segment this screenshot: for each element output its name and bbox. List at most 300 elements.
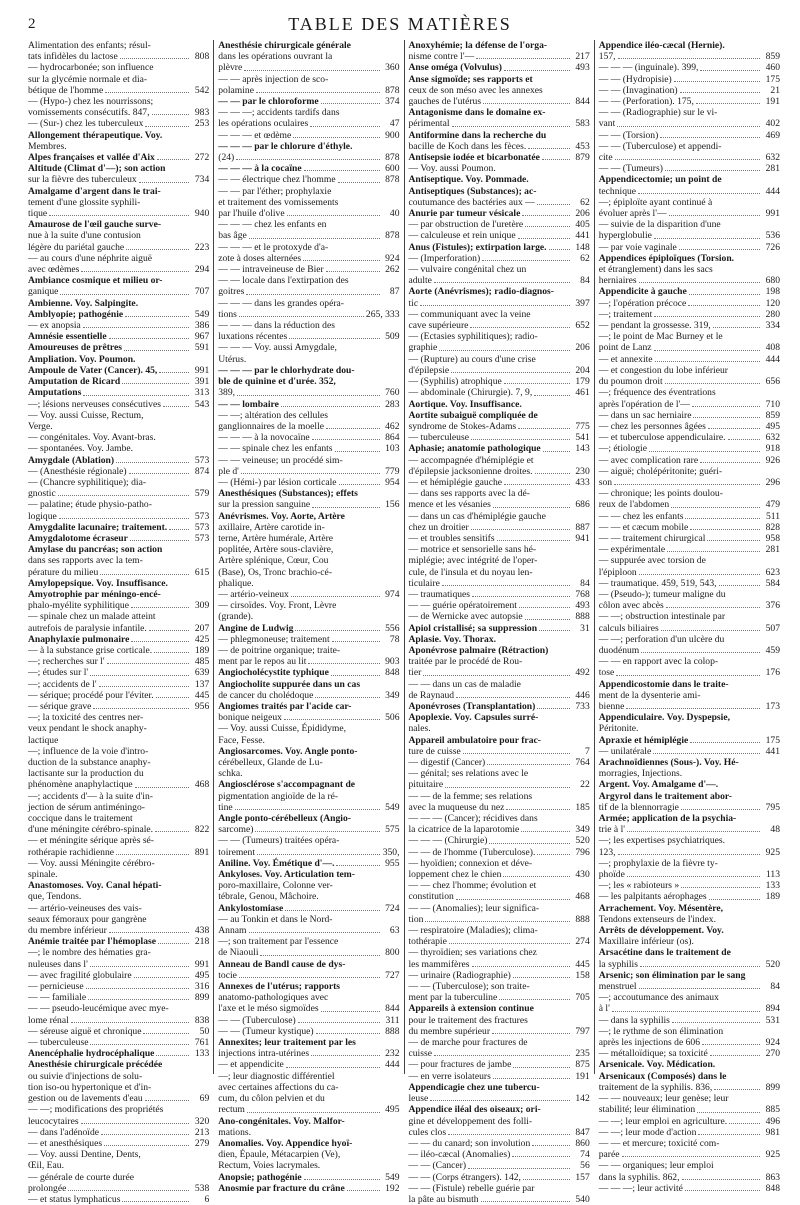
page-reference: 50 bbox=[199, 1025, 210, 1037]
page-reference: 760 bbox=[385, 387, 400, 399]
dot-leader bbox=[532, 1145, 569, 1146]
index-entry bbox=[218, 1093, 399, 1104]
index-entry-text: ment par le repos au lit bbox=[218, 656, 307, 668]
page-reference: 460 bbox=[765, 62, 780, 74]
index-entry bbox=[218, 1138, 399, 1149]
page-reference: 316 bbox=[194, 981, 210, 993]
index-entry bbox=[218, 331, 399, 342]
page-reference: 262 bbox=[385, 264, 400, 276]
index-entry-text: phoïde bbox=[598, 869, 625, 881]
index-entry bbox=[218, 376, 399, 387]
index-entry bbox=[28, 1059, 209, 1070]
index-entry bbox=[218, 567, 399, 578]
index-entry-text: son bbox=[598, 476, 613, 488]
index-entry-text: — traumatiques bbox=[408, 588, 471, 600]
index-entry bbox=[218, 118, 399, 129]
dot-leader bbox=[434, 1055, 570, 1056]
index-entry-text: loppement chez le chien bbox=[408, 869, 502, 881]
index-entry bbox=[28, 667, 209, 678]
index-entry-text: syndrome de Stokes-Adams bbox=[408, 420, 517, 432]
index-entry bbox=[409, 1116, 590, 1127]
index-entry bbox=[409, 1149, 590, 1160]
index-entry bbox=[409, 320, 590, 331]
page-reference: 87 bbox=[389, 286, 400, 298]
page-reference: 313 bbox=[194, 387, 210, 399]
index-entry bbox=[28, 488, 209, 499]
dot-leader bbox=[654, 316, 760, 317]
index-entry bbox=[409, 567, 590, 578]
index-entry-text: — unilatérale bbox=[598, 745, 652, 757]
index-entry bbox=[409, 589, 590, 600]
dot-leader bbox=[679, 249, 760, 250]
index-entry bbox=[28, 522, 209, 533]
index-entry bbox=[218, 746, 399, 757]
index-entry bbox=[28, 197, 209, 208]
index-entry-text: —; l'opération précoce bbox=[598, 297, 687, 309]
index-entry bbox=[218, 354, 399, 365]
dot-leader bbox=[88, 999, 189, 1000]
index-entry-text: Anencéphalie hydrocéphalique bbox=[28, 1048, 155, 1060]
index-entry-text: Aplasie. Voy. Thorax. bbox=[408, 633, 497, 645]
index-entry bbox=[599, 499, 780, 510]
index-entry bbox=[409, 477, 590, 488]
index-entry bbox=[599, 779, 780, 790]
index-entry bbox=[218, 230, 399, 241]
index-entry-text: — — et cæcum mobile bbox=[598, 521, 689, 533]
page-reference: 360 bbox=[385, 62, 400, 74]
index-entry bbox=[599, 645, 780, 656]
index-entry-text: poro-maxillaire, Colonne ver- bbox=[218, 880, 333, 892]
index-entry-text: — palatine; étude physio-patho- bbox=[28, 499, 152, 511]
index-entry-text: — cirsoïdes. Voy. Front, Lèvre bbox=[218, 600, 337, 612]
index-entry bbox=[599, 208, 780, 219]
index-entry bbox=[218, 85, 399, 96]
index-entry bbox=[409, 466, 590, 477]
index-entry-text: — (Pseudo-); tumeur maligne du bbox=[598, 588, 726, 600]
dot-leader bbox=[710, 1055, 760, 1056]
index-entry bbox=[218, 667, 399, 678]
index-entry bbox=[599, 903, 780, 914]
dot-leader bbox=[235, 809, 380, 810]
index-entry-text: et étranglement) dans les sacs bbox=[598, 264, 713, 276]
dot-leader bbox=[312, 507, 379, 508]
index-entry bbox=[409, 914, 590, 925]
index-entry-text: Appendicostomie dans le traite- bbox=[598, 678, 729, 690]
index-entry bbox=[599, 869, 780, 880]
index-entry bbox=[599, 264, 780, 275]
page-reference: 113 bbox=[765, 869, 780, 881]
index-entry bbox=[28, 634, 209, 645]
index-entry-text: rectum bbox=[218, 1104, 245, 1116]
index-entry bbox=[599, 533, 780, 544]
index-entry bbox=[409, 623, 590, 634]
index-entry bbox=[409, 51, 590, 62]
index-entry bbox=[28, 925, 209, 936]
index-entry-text: avec la muqueuse du nez bbox=[408, 801, 505, 813]
index-entry bbox=[599, 555, 780, 566]
index-entry bbox=[28, 242, 209, 253]
index-entry-text: Arrachement. Voy. Mésentère, bbox=[598, 902, 723, 914]
page-reference: 63 bbox=[389, 925, 400, 937]
dot-leader bbox=[697, 1112, 760, 1113]
index-entry bbox=[599, 712, 780, 723]
dot-leader bbox=[681, 887, 760, 888]
index-entry bbox=[28, 947, 209, 958]
page-reference: 956 bbox=[194, 700, 210, 712]
index-entry-text: — — —; accidents tardifs dans bbox=[218, 107, 340, 119]
index-entry bbox=[28, 376, 209, 387]
index-entry bbox=[218, 768, 399, 779]
index-entry-text: trie à l' bbox=[598, 824, 625, 836]
dot-leader bbox=[109, 932, 189, 933]
index-entry-text: avec œdèmes bbox=[28, 264, 80, 276]
page-reference: 253 bbox=[194, 118, 210, 130]
index-entry-text: bonique neigeux bbox=[218, 712, 282, 724]
index-entry-text: —; études sur l' bbox=[28, 667, 89, 679]
index-entry bbox=[28, 118, 209, 129]
index-entry-text: —; la toxicité des centres ner- bbox=[28, 712, 144, 724]
dot-leader bbox=[308, 663, 379, 664]
index-entry-text: — spontanées. Voy. Jambe. bbox=[28, 443, 134, 455]
dot-leader bbox=[468, 1168, 570, 1169]
page-reference: 573 bbox=[194, 521, 210, 533]
index-entry bbox=[218, 869, 399, 880]
index-entry bbox=[218, 197, 399, 208]
dot-leader bbox=[639, 574, 760, 575]
index-entry-text: — —; leur mode d'action bbox=[598, 1126, 697, 1138]
index-entry-text: côlon avec abcès bbox=[598, 600, 664, 612]
dot-leader bbox=[134, 977, 190, 978]
index-entry bbox=[218, 701, 399, 712]
index-entry-text: — — — (inguinale). 399, bbox=[598, 62, 699, 74]
index-entry-text: Alpes françaises et vallée d'Aix bbox=[28, 152, 155, 164]
page-reference: 623 bbox=[765, 566, 780, 578]
page-reference: 148 bbox=[575, 241, 590, 253]
dot-leader bbox=[86, 988, 190, 989]
index-entry-text: — (Hypo-) chez les nourrissons; bbox=[28, 96, 154, 108]
dot-leader bbox=[107, 663, 190, 664]
index-entry bbox=[28, 275, 209, 286]
index-entry-text: l'axe et le méso sigmoïdes bbox=[218, 1003, 319, 1015]
index-entry-text: — dans ses rapports avec la dé- bbox=[408, 488, 530, 500]
index-entry-text: tébrale, Genou, Mâchoire. bbox=[218, 891, 319, 903]
index-entry bbox=[599, 757, 780, 768]
index-entry-text: Altitude (Climat d'—); son action bbox=[28, 163, 166, 175]
index-entry-text: — et hémiplégie gauche bbox=[408, 476, 503, 488]
index-entry bbox=[28, 1127, 209, 1138]
page-reference: 958 bbox=[765, 532, 780, 544]
dot-leader bbox=[239, 316, 364, 317]
index-entry-text: lactique bbox=[28, 734, 59, 746]
page-reference: 768 bbox=[575, 588, 590, 600]
page-reference: 218 bbox=[194, 936, 210, 948]
dot-leader bbox=[497, 540, 570, 541]
index-entry-text: Appendices épiploïques (Torsion. bbox=[598, 252, 735, 264]
index-entry-text: sur la glycémie normale et dia- bbox=[28, 73, 148, 85]
index-entry bbox=[28, 959, 209, 970]
index-column-1 bbox=[28, 40, 213, 1205]
index-entry bbox=[218, 253, 399, 264]
dot-leader bbox=[535, 473, 570, 474]
index-entry-text: polamine bbox=[218, 84, 254, 96]
index-entry bbox=[409, 925, 590, 936]
index-entry-text: — tuberculeuse bbox=[408, 432, 469, 444]
index-entry-text: d'épilepsie bbox=[408, 364, 450, 376]
index-entry-text: — — — et œdème bbox=[218, 129, 292, 141]
page-reference: 556 bbox=[385, 622, 400, 634]
index-entry-text: la pâte au bismuth bbox=[408, 1193, 479, 1205]
index-entry-text: 123, bbox=[598, 846, 616, 858]
page-reference: 808 bbox=[194, 51, 210, 63]
index-entry-text: — de Wernicke avec autopsie bbox=[408, 611, 523, 623]
index-entry bbox=[218, 477, 399, 488]
index-entry-text: lome rénal bbox=[28, 1014, 69, 1026]
page-reference: 967 bbox=[194, 331, 210, 343]
index-entry-text: — expérimentale bbox=[598, 544, 666, 556]
page-reference: 206 bbox=[575, 208, 590, 220]
index-entry-text: — — du canard; son involution bbox=[408, 1137, 531, 1149]
index-entry-text: — — intraveineuse de Bier bbox=[218, 264, 324, 276]
index-entry-text: ment par la tuberculine bbox=[408, 992, 498, 1004]
page-reference: 540 bbox=[575, 1193, 590, 1205]
page-reference: 844 bbox=[575, 96, 590, 108]
page-reference: 78 bbox=[389, 633, 400, 645]
index-entry bbox=[409, 1160, 590, 1171]
page-reference: 981 bbox=[765, 1126, 780, 1138]
index-entry bbox=[218, 992, 399, 1003]
page-reference: 888 bbox=[575, 611, 590, 623]
page-reference: 74 bbox=[580, 1149, 590, 1161]
page-reference: 924 bbox=[765, 1037, 780, 1049]
index-entry-text: — abdominale (Chirurgie). 7, 9, bbox=[408, 387, 533, 399]
index-entry bbox=[409, 891, 590, 902]
index-entry-text: — — — par le chlorhydrate dou- bbox=[218, 364, 355, 376]
index-entry bbox=[28, 331, 209, 342]
index-entry bbox=[218, 488, 399, 499]
dot-leader bbox=[729, 1123, 760, 1124]
index-entry-text: Annexites; leur traitement par les bbox=[218, 1037, 356, 1049]
index-entry-text: Aphasie; anatomie pathologique bbox=[408, 443, 541, 455]
dot-leader bbox=[523, 1179, 570, 1180]
dot-leader bbox=[326, 428, 379, 429]
index-entry-text: Appendice iléal des oiseaux; ori- bbox=[408, 1104, 541, 1116]
dot-leader bbox=[492, 1033, 570, 1034]
dot-leader bbox=[653, 753, 760, 754]
index-entry-text: — — électrique chez l'homme bbox=[218, 174, 336, 186]
index-entry bbox=[218, 51, 399, 62]
index-entry bbox=[218, 802, 399, 813]
dot-leader bbox=[256, 92, 380, 93]
page-reference: 47 bbox=[389, 118, 400, 130]
index-entry bbox=[599, 466, 780, 477]
page-reference: 878 bbox=[385, 152, 400, 164]
dot-leader bbox=[154, 652, 189, 653]
dot-leader bbox=[439, 350, 569, 351]
page-reference: 468 bbox=[194, 779, 210, 791]
index-entry bbox=[599, 51, 780, 62]
index-entry bbox=[409, 174, 590, 185]
index-entry bbox=[218, 779, 399, 790]
page-reference: 800 bbox=[385, 947, 400, 959]
index-entry-text: Annexes de l'utérus; rapports bbox=[218, 981, 341, 993]
index-entry bbox=[218, 947, 399, 958]
index-entry bbox=[218, 152, 399, 163]
page-reference: 446 bbox=[575, 689, 590, 701]
index-entry-text: Ankyloses. Voy. Articulation tem- bbox=[218, 869, 355, 881]
index-entry-text: — — — (Chirurgie) bbox=[408, 835, 488, 847]
dot-leader bbox=[169, 529, 189, 530]
index-entry-text: dien, Épaule, Métacarpien (Ve), bbox=[218, 1149, 341, 1161]
index-entry bbox=[28, 824, 209, 835]
index-entry bbox=[218, 522, 399, 533]
index-entry-text: — chronique; les points doulou- bbox=[598, 488, 723, 500]
index-entry bbox=[409, 130, 590, 141]
index-entry-text: — les palpitants aérophages bbox=[598, 891, 707, 903]
page-reference: 734 bbox=[194, 174, 210, 186]
index-entry-text: Anoxyhémie; la défense de l'orga- bbox=[408, 40, 548, 51]
index-entry bbox=[218, 1026, 399, 1037]
page-reference: 899 bbox=[194, 992, 210, 1004]
index-entry bbox=[28, 779, 209, 790]
index-entry-text: — séreuse aiguë et chronique bbox=[28, 1025, 142, 1037]
dot-leader bbox=[90, 1044, 189, 1045]
index-entry bbox=[409, 1104, 590, 1115]
index-entry-text: — — — chez les enfants en bbox=[218, 219, 327, 231]
index-entry-text: —; recherches sur l' bbox=[28, 656, 105, 668]
index-entry bbox=[218, 399, 399, 410]
index-entry bbox=[218, 219, 399, 230]
index-entry-text: tions bbox=[218, 308, 237, 320]
index-entry-text: —; son traitement par l'essence bbox=[218, 936, 339, 948]
dot-leader bbox=[525, 226, 570, 227]
page-reference: 175 bbox=[765, 73, 780, 85]
index-entry-text: la syphilis bbox=[598, 958, 638, 970]
index-entry-text: — par obstruction de l'uretère bbox=[408, 219, 524, 231]
index-entry bbox=[218, 791, 399, 802]
index-entry-text: gestion ou de lavements d'eau bbox=[28, 1093, 143, 1105]
index-entry-text: — — (Perforation). 175, bbox=[598, 96, 694, 108]
dot-leader bbox=[622, 1156, 760, 1157]
dot-leader bbox=[616, 675, 760, 676]
index-entry bbox=[599, 1093, 780, 1104]
index-entry-text: miplégie; avec intégrité de l'oper- bbox=[408, 555, 538, 567]
index-entry bbox=[409, 253, 590, 264]
dot-leader bbox=[310, 126, 379, 127]
dot-leader bbox=[713, 327, 760, 328]
index-entry bbox=[218, 1149, 399, 1160]
page-reference: 495 bbox=[194, 969, 210, 981]
index-entry bbox=[28, 1003, 209, 1014]
index-entry-text: Arrêts de développement. Voy. bbox=[598, 925, 724, 937]
dot-leader bbox=[612, 1011, 760, 1012]
index-entry bbox=[599, 813, 780, 824]
index-entry-text: —; accidents d'— à la suite d'in- bbox=[28, 790, 153, 802]
page-reference: 899 bbox=[765, 1081, 780, 1093]
index-entry bbox=[409, 511, 590, 522]
index-entry bbox=[28, 387, 209, 398]
index-entry bbox=[409, 735, 590, 746]
index-entry bbox=[409, 936, 590, 947]
index-entry-text: chez un droitier bbox=[408, 521, 469, 533]
dot-leader bbox=[451, 372, 570, 373]
index-entry bbox=[28, 1160, 209, 1171]
index-entry-text: du membre inférieur bbox=[28, 925, 107, 937]
page-reference: 859 bbox=[765, 51, 780, 63]
dot-leader bbox=[617, 126, 760, 127]
dot-leader bbox=[483, 103, 570, 104]
index-entry bbox=[409, 835, 590, 846]
index-entry-text: veux pendant le shock anaphy- bbox=[28, 723, 147, 735]
dot-leader bbox=[690, 529, 760, 530]
index-entry bbox=[409, 634, 590, 645]
index-entry bbox=[599, 1015, 780, 1026]
dot-leader bbox=[499, 999, 570, 1000]
dot-leader bbox=[321, 1011, 380, 1012]
dot-leader bbox=[312, 439, 380, 440]
dot-leader bbox=[689, 294, 760, 295]
index-entry-text: traitement de la syphilis. 836, bbox=[598, 1081, 713, 1093]
index-entry-text: Antiseptiques (Substances); ac- bbox=[408, 185, 537, 197]
index-entry bbox=[409, 533, 590, 544]
index-entry bbox=[28, 791, 209, 802]
index-entry-text: — aiguë; cholépéritonite; guéri- bbox=[598, 465, 723, 477]
index-entry-text: de cancer du cholédoque bbox=[218, 689, 314, 701]
index-entry bbox=[409, 286, 590, 297]
index-entry bbox=[409, 85, 590, 96]
index-entry bbox=[28, 152, 209, 163]
dot-leader bbox=[660, 137, 760, 138]
index-entry-text: de Raynaud bbox=[408, 689, 455, 701]
index-entry-text: leucocytaires bbox=[28, 1115, 79, 1127]
dot-leader bbox=[116, 854, 189, 855]
dot-leader bbox=[298, 1022, 380, 1023]
dot-leader bbox=[49, 215, 189, 216]
index-entry-text: — traumatique. 459, 519, 543, bbox=[598, 577, 717, 589]
index-entry bbox=[599, 589, 780, 600]
index-entry bbox=[599, 1037, 780, 1048]
page-reference: 6 bbox=[204, 1193, 210, 1205]
index-entry bbox=[409, 298, 590, 309]
dot-leader bbox=[304, 170, 380, 171]
index-entry bbox=[28, 399, 209, 410]
index-entry-text: — congénitales. Voy. Avant-bras. bbox=[28, 432, 156, 444]
index-entry bbox=[218, 1183, 399, 1194]
index-entry bbox=[28, 96, 209, 107]
page-reference: 543 bbox=[194, 398, 210, 410]
index-entry-text: — (Sur-) chez les tuberculeux bbox=[28, 118, 144, 130]
index-entry-text: à l' bbox=[598, 1003, 610, 1015]
index-entry-text: — et congestion du lobe inférieur bbox=[598, 364, 728, 376]
index-entry bbox=[409, 723, 590, 734]
page-reference: 272 bbox=[194, 152, 210, 164]
page-reference: 309 bbox=[194, 600, 210, 612]
index-entry bbox=[409, 455, 590, 466]
index-entry-text: tique bbox=[28, 208, 48, 220]
page-reference: 863 bbox=[765, 1171, 780, 1183]
index-entry-text: — et appendicite bbox=[218, 1059, 284, 1071]
index-entry-text: — de poitrine organique; traite- bbox=[218, 644, 341, 656]
index-entry-text: Maxillaire inférieur (os). bbox=[598, 936, 694, 948]
index-entry bbox=[409, 690, 590, 701]
index-entry-text: Angle ponto-cérébelleux (Angio- bbox=[218, 813, 351, 825]
page-reference: 296 bbox=[765, 476, 780, 488]
index-entry bbox=[409, 163, 590, 174]
index-entry-text: Apoplexie. Voy. Capsules surré- bbox=[408, 712, 539, 724]
index-entry bbox=[28, 1138, 209, 1149]
index-entry bbox=[599, 1149, 780, 1160]
index-entry bbox=[409, 858, 590, 869]
index-entry-text: sur la fièvre des tuberculeux bbox=[28, 174, 137, 186]
